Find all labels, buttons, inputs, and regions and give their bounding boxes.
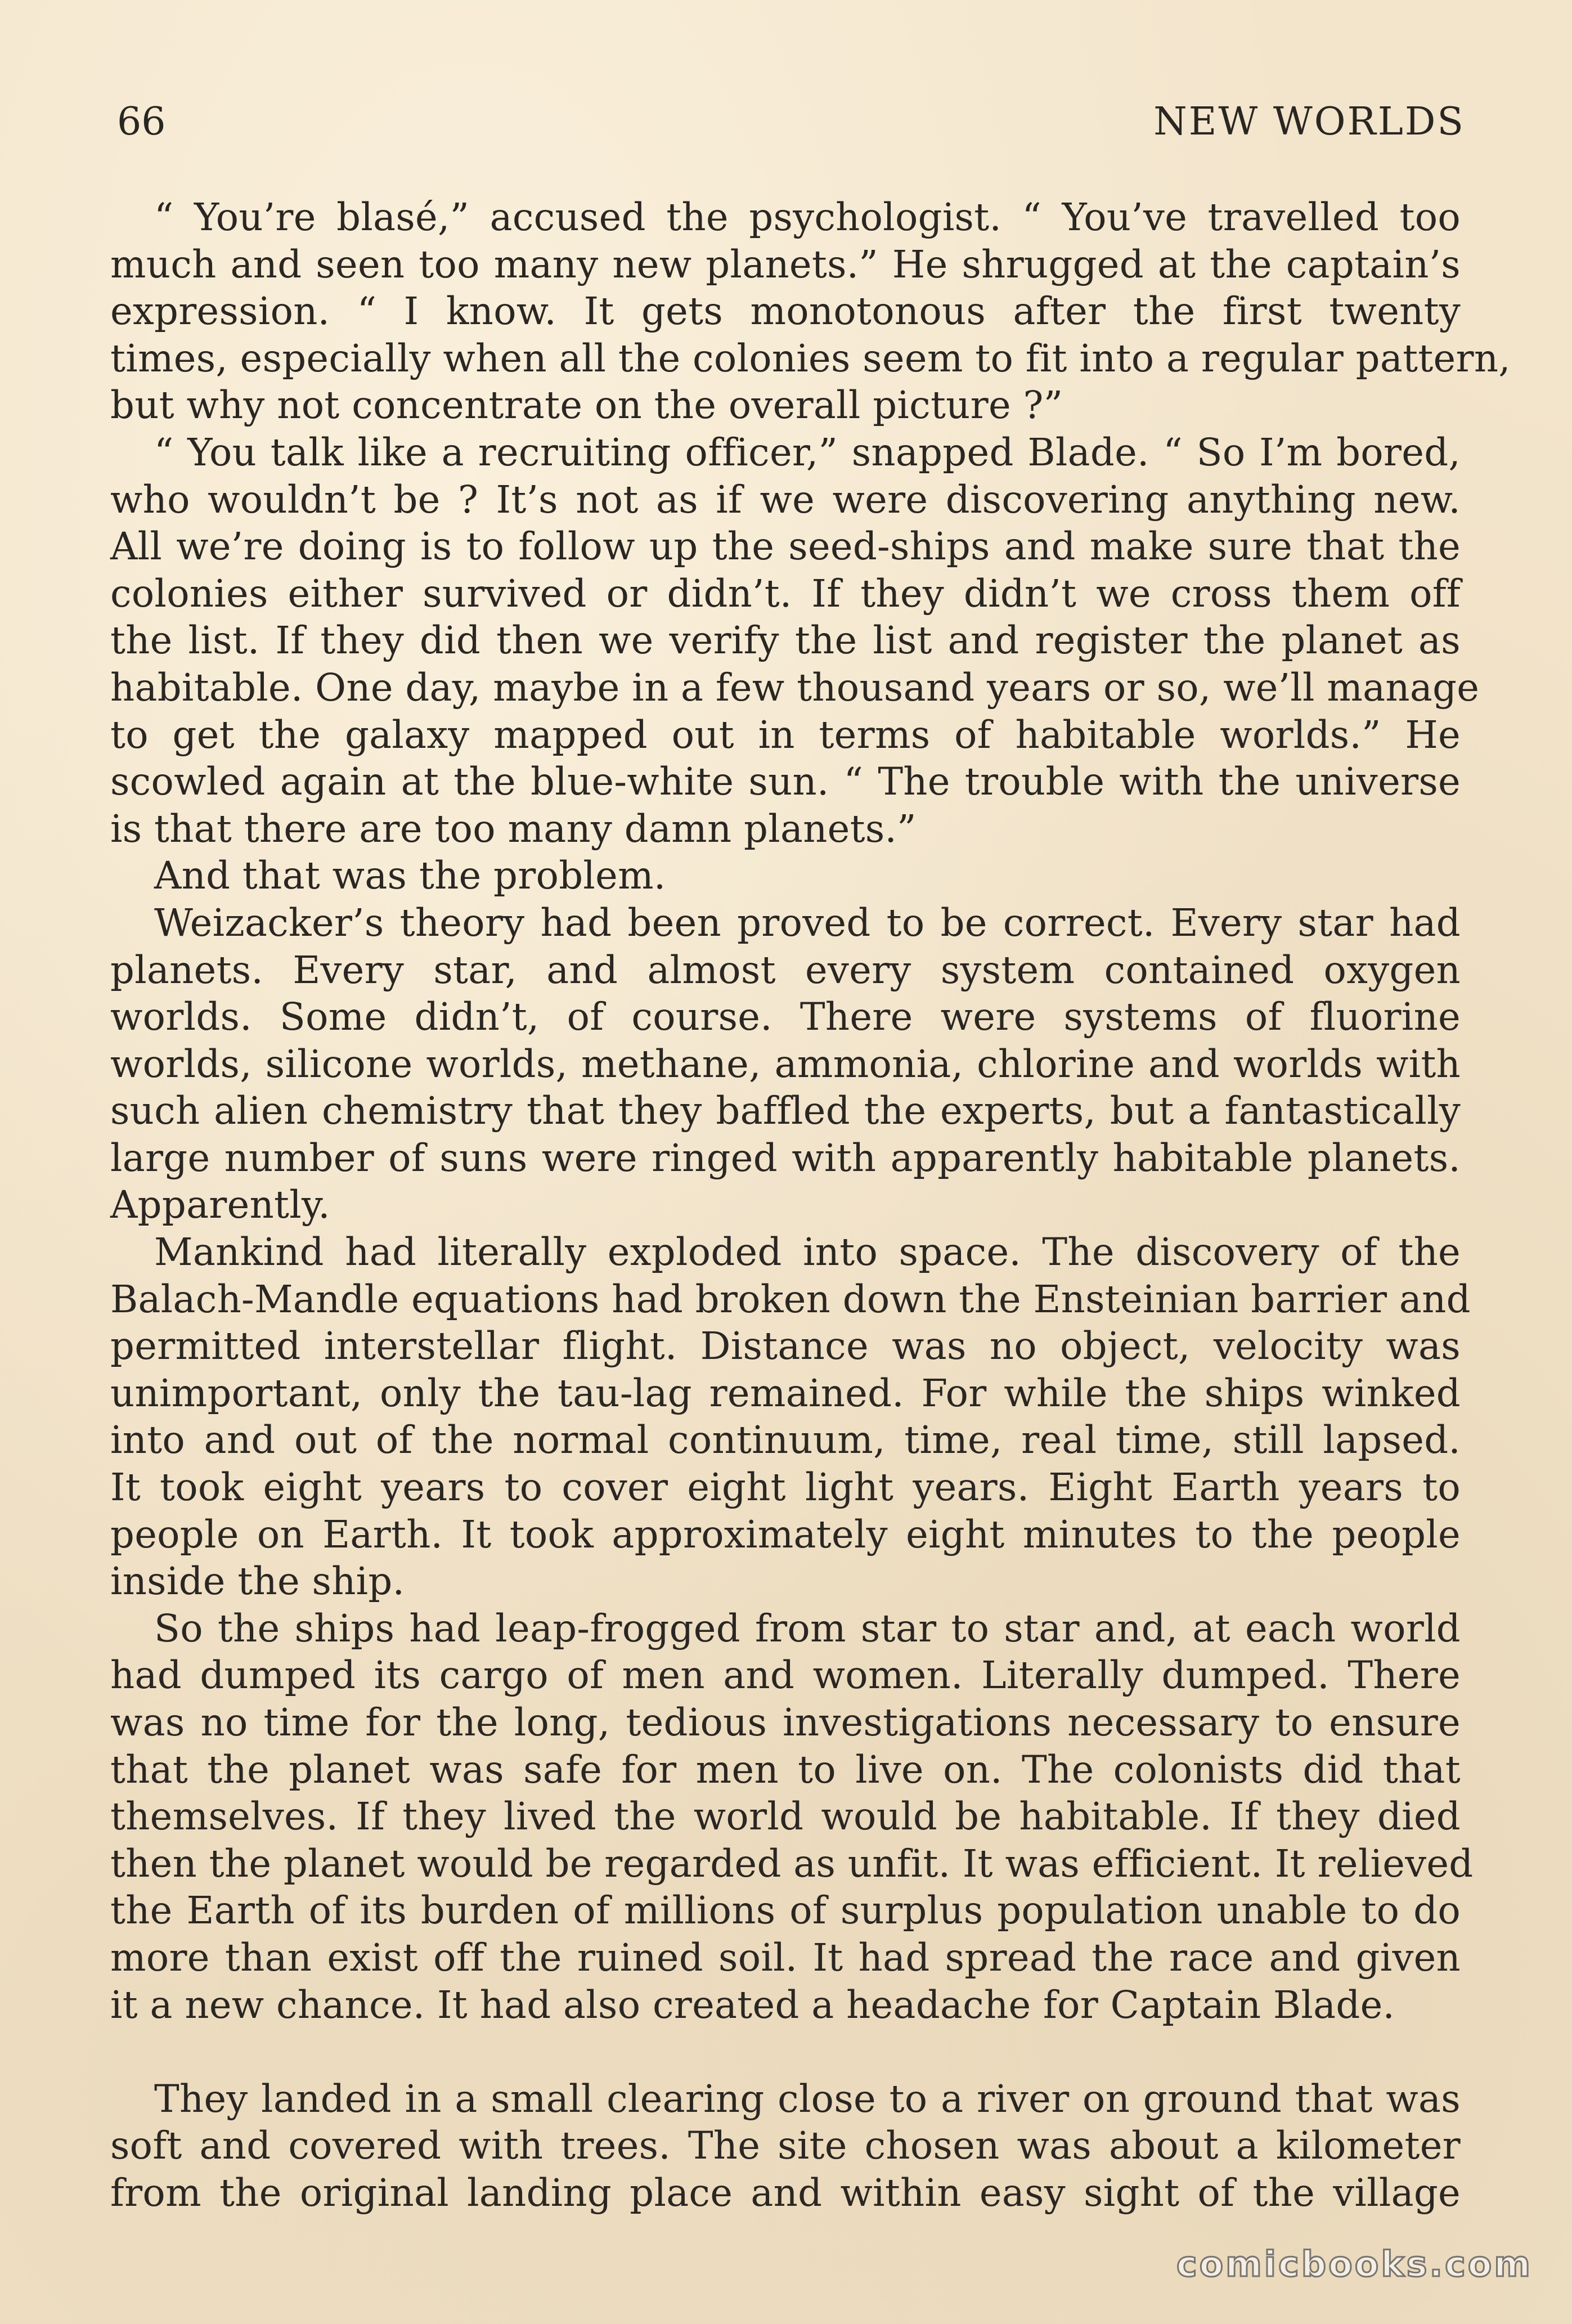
text-line: inside the ship. (110, 1559, 405, 1604)
text-line: “ You talk like a recruiting officer,” snapped Blade. “ So I’m bored, (154, 430, 1461, 474)
text-line: from the original landing place and within easy sight of the village (110, 2170, 1461, 2215)
text-line: into and out of the normal continuum, time, real time, still lapsed. (110, 1418, 1461, 1462)
text-line: worlds. Some didn’t, of course. There were systems of fluorine (110, 995, 1461, 1039)
text-line: habitable. One day, maybe in a few thousand years or so, we’ll manage (110, 665, 1480, 710)
text-line: Weizacker’s theory had been proved to be correct. Every star had (154, 900, 1461, 945)
paragraph-3 (110, 853, 1461, 900)
section-break (110, 2029, 1461, 2076)
watermark: comicbooks.com (1176, 2244, 1533, 2285)
body-text (110, 194, 1511, 2217)
paragraph-7 (110, 2076, 1461, 2217)
paragraph-6 (110, 1605, 1474, 2029)
text-line: is that there are too many damn planets.” (110, 806, 917, 851)
text-line: soft and covered with trees. The site chosen was about a kilometer (110, 2124, 1461, 2168)
text-line: such alien chemistry that they baffled the experts, but a fantastically (110, 1089, 1461, 1133)
text-line: Apparently. (110, 1183, 330, 1227)
text-line: colonies either survived or didn’t. If they didn’t we cross them off (110, 571, 1461, 616)
text-line: more than exist off the ruined soil. It had spread the race and given (110, 1935, 1461, 1980)
paragraph-1 (110, 194, 1511, 429)
running-title: NEW WORLDS (1153, 100, 1465, 144)
paragraph-5 (110, 1229, 1471, 1605)
paragraph-2 (110, 429, 1480, 853)
text-line: times, especially when all the colonies seem to fit into a regular pattern, (110, 336, 1511, 380)
text-line: They landed in a small clearing close to a river on ground that was (154, 2076, 1461, 2121)
text-line: much and seen too many new planets.” He shrugged at the captain’s (110, 242, 1461, 286)
text-line: scowled again at the blue-white sun. “ The trouble with the universe (110, 760, 1461, 804)
text-line: people on Earth. It took approximately eight minutes to the people (110, 1512, 1461, 1556)
text-line: And that was the problem. (154, 854, 666, 898)
text-line: expression. “ I know. It gets monotonous after the first twenty (110, 289, 1461, 334)
text-line: “ You’re blasé,” accused the psychologist. “ You’ve travelled too (154, 195, 1461, 239)
text-line: the Earth of its burden of millions of surplus population unable to do (110, 1888, 1461, 1933)
text-line: themselves. If they lived the world would be habitable. If they died (110, 1794, 1461, 1839)
text-line: permitted interstellar flight. Distance was no object, velocity was (110, 1324, 1461, 1369)
text-line: planets. Every star, and almost every system contained oxygen (110, 948, 1461, 992)
text-line: Mankind had literally exploded into space. The discovery of the (154, 1230, 1461, 1275)
page-number: 66 (117, 100, 166, 144)
text-line: the list. If they did then we verify the list and register the planet as (110, 618, 1461, 663)
text-line: Balach-Mandle equations had broken down the Ensteinian barrier and (110, 1277, 1471, 1321)
text-line: unimportant, only the tau-lag remained. For while the ships winked (110, 1371, 1461, 1415)
text-line: large number of suns were ringed with apparently habitable planets. (110, 1136, 1461, 1180)
text-line: that the planet was safe for men to live on. The colonists did that (110, 1747, 1461, 1792)
text-line: who wouldn’t be ? It’s not as if we were discovering anything new. (110, 477, 1461, 522)
text-line: It took eight years to cover eight light years. Eight Earth years to (110, 1465, 1461, 1510)
text-line: then the planet would be regarded as unfit. It was efficient. It relieved (110, 1841, 1474, 1886)
text-line: was no time for the long, tedious investigations necessary to ensure (110, 1701, 1461, 1744)
paragraph-4 (110, 900, 1461, 1229)
text-line: worlds, silicone worlds, methane, ammonia, chlorine and worlds with (110, 1042, 1461, 1086)
text-line: had dumped its cargo of men and women. Literally dumped. There (110, 1653, 1461, 1698)
running-head (117, 97, 1465, 147)
text-line: but why not concentrate on the overall picture ?” (110, 383, 1063, 428)
text-line: So the ships had leap-frogged from star to star and, at each world (154, 1606, 1461, 1650)
text-line: All we’re doing is to follow up the seed-ships and make sure that the (110, 524, 1461, 569)
text-line: to get the galaxy mapped out in terms of habitable worlds.” He (110, 712, 1461, 757)
text-line: it a new chance. It had also created a headache for Captain Blade. (110, 1982, 1395, 2027)
